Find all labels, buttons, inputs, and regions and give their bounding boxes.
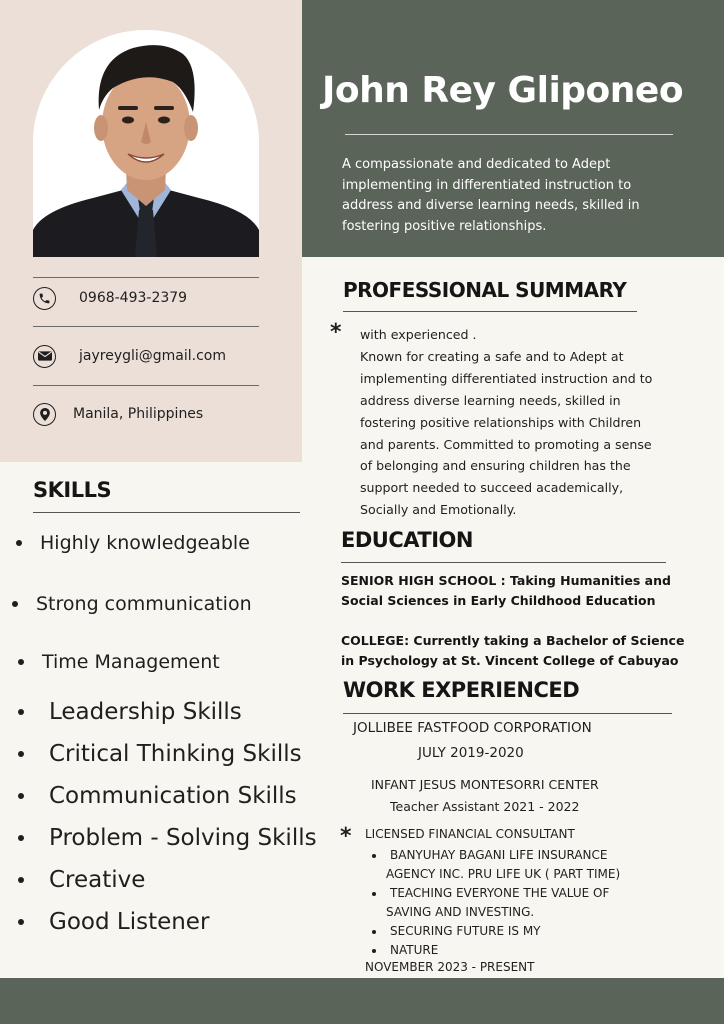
skill-item: Communication Skills [18,783,297,809]
list-item: AGENCY INC. PRU LIFE UK ( PART TIME) [386,867,621,881]
summary-title: PROFESSIONAL SUMMARY [343,278,627,302]
education-senior-high: SENIOR HIGH SCHOOL : Taking Humanities and Social Sciences in Early Childhood Education [341,573,671,608]
list-item: BANYUHAY BAGANI LIFE INSURANCE [370,846,650,865]
work-detail-list [370,846,650,960]
header-divider [345,134,673,135]
skill-item: Problem - Solving Skills [18,825,317,851]
bullet-icon [16,540,22,546]
skill-item: Time Management [18,651,220,673]
work-role: Teacher Assistant 2021 - 2022 [390,799,580,814]
summary-text: with experienced . Known for creating a safe and to Adept at implementing differentiated instruction and to address diverse learning needs, skilled in fostering positive relationships with Children and parents. Committed to promoting a sense of belonging and ensuring children has the support needed to succeed academically, Socially and Emotionally. [360,327,653,518]
work-dates: NOVEMBER 2023 - PRESENT [365,960,535,974]
list-item: NATURE [370,941,650,960]
asterisk-icon: * [340,824,352,849]
list-item: SECURING FUTURE IS MY [370,922,650,941]
skill-item: Critical Thinking Skills [18,741,302,767]
contact-divider [33,385,259,386]
phone-text: 0968-493-2379 [79,290,188,306]
skill-item: Strong communication [12,593,252,615]
skill-item: Creative [18,867,145,893]
education-college: COLLEGE: Currently taking a Bachelor of Science in Psychology at St. Vincent College of Cabuyao [341,633,685,668]
tagline: A compassionate and dedicated to Adept implementing in differentiated instruction to address and diverse learning needs, skilled in fostering positive relationships. [342,157,640,234]
work-divider [343,713,672,714]
profile-photo [33,30,259,257]
education-divider [341,562,666,563]
work-company: INFANT JESUS MONTESORRI CENTER [371,777,599,792]
bullet-icon [12,601,18,607]
skills-divider [33,512,300,513]
list-item: TEACHING EVERYONE THE VALUE OF [370,884,650,903]
location-text: Manila, Philippines [73,406,204,422]
skill-item: Good Listener [18,909,209,935]
email-text: jayreygli@gmail.com [79,348,226,364]
bullet-icon [18,793,24,799]
bullet-icon [18,919,24,925]
person-name: John Rey Gliponeo [322,70,684,111]
summary-divider [343,311,637,312]
contact-divider [33,326,259,327]
contact-location [33,401,293,427]
contact-phone [33,285,293,311]
skills-title: SKILLS [33,478,112,502]
contact-divider [33,277,259,278]
footer-bar [0,978,724,1024]
bullet-icon [18,659,24,665]
list-item: SAVING AND INVESTING. [386,905,535,919]
bullet-icon [18,835,24,841]
bullet-icon [18,751,24,757]
asterisk-icon: * [330,320,342,345]
phone-icon [33,287,56,310]
bullet-icon [18,877,24,883]
work-dates: JULY 2019-2020 [418,745,524,761]
work-role: LICENSED FINANCIAL CONSULTANT [365,827,575,841]
work-title: WORK EXPERIENCED [343,678,580,702]
work-company: JOLLIBEE FASTFOOD CORPORATION [353,720,592,736]
skill-item: Leadership Skills [18,699,242,725]
bullet-icon [18,709,24,715]
location-pin-icon [33,403,56,426]
education-title: EDUCATION [341,528,473,552]
mail-icon [33,345,56,368]
skill-item: Highly knowledgeable [16,532,250,554]
contact-email [33,343,293,369]
